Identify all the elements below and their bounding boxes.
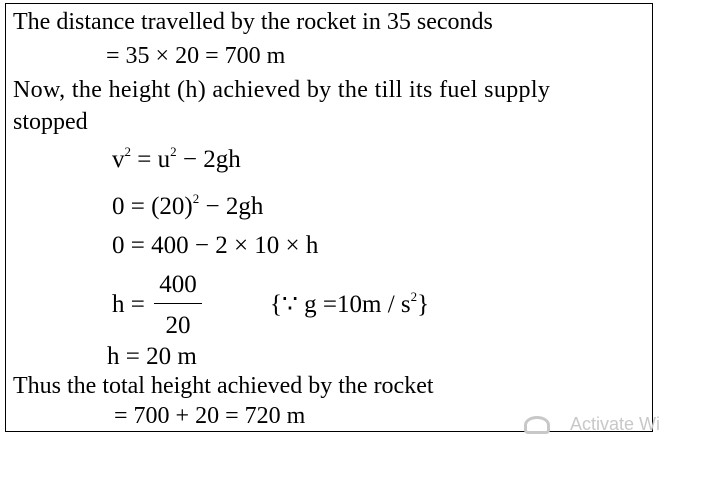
watermark-text: Activate Wi [570, 414, 661, 434]
exponent: 2 [124, 144, 131, 159]
eq-part: {∵ g =10m / s [270, 291, 411, 318]
numerator: 400 [159, 271, 197, 298]
exponent: 2 [170, 144, 177, 159]
equation-5: h = 20 m [107, 343, 197, 370]
eq-part: − 2gh [176, 146, 241, 173]
watermark-icon [524, 416, 550, 434]
exponent: 2 [192, 191, 200, 206]
exponent: 2 [410, 289, 418, 304]
equation-1 [112, 145, 241, 175]
text-line: The distance travelled by the rocket in 35 seconds [13, 9, 493, 35]
text-line: = 700 + 20 = 720 m [114, 403, 306, 429]
eq-part: − 2gh [199, 193, 264, 220]
equation-3: 0 = 400 − 2 × 10 × h [112, 232, 319, 259]
activate-windows-watermark [524, 414, 660, 435]
eq-part: = u [131, 146, 171, 173]
solution-box [5, 3, 653, 432]
text-line: Now, the height (h) achieved by the till its fuel supply [13, 77, 551, 103]
eq-part: v [112, 146, 125, 173]
text-line: Thus the total height achieved by the rocket [13, 373, 434, 399]
eq-part: 0 = (20) [112, 193, 193, 220]
fraction [154, 270, 202, 341]
equation-4-note [270, 290, 429, 320]
equation-2 [112, 192, 263, 222]
text-line: stopped [13, 109, 88, 135]
text-line: = 35 × 20 = 700 m [106, 43, 286, 69]
equation-4-lhs: h = [112, 291, 145, 318]
denominator: 20 [165, 312, 191, 339]
fraction-bar [154, 303, 202, 304]
eq-part: } [417, 291, 430, 318]
